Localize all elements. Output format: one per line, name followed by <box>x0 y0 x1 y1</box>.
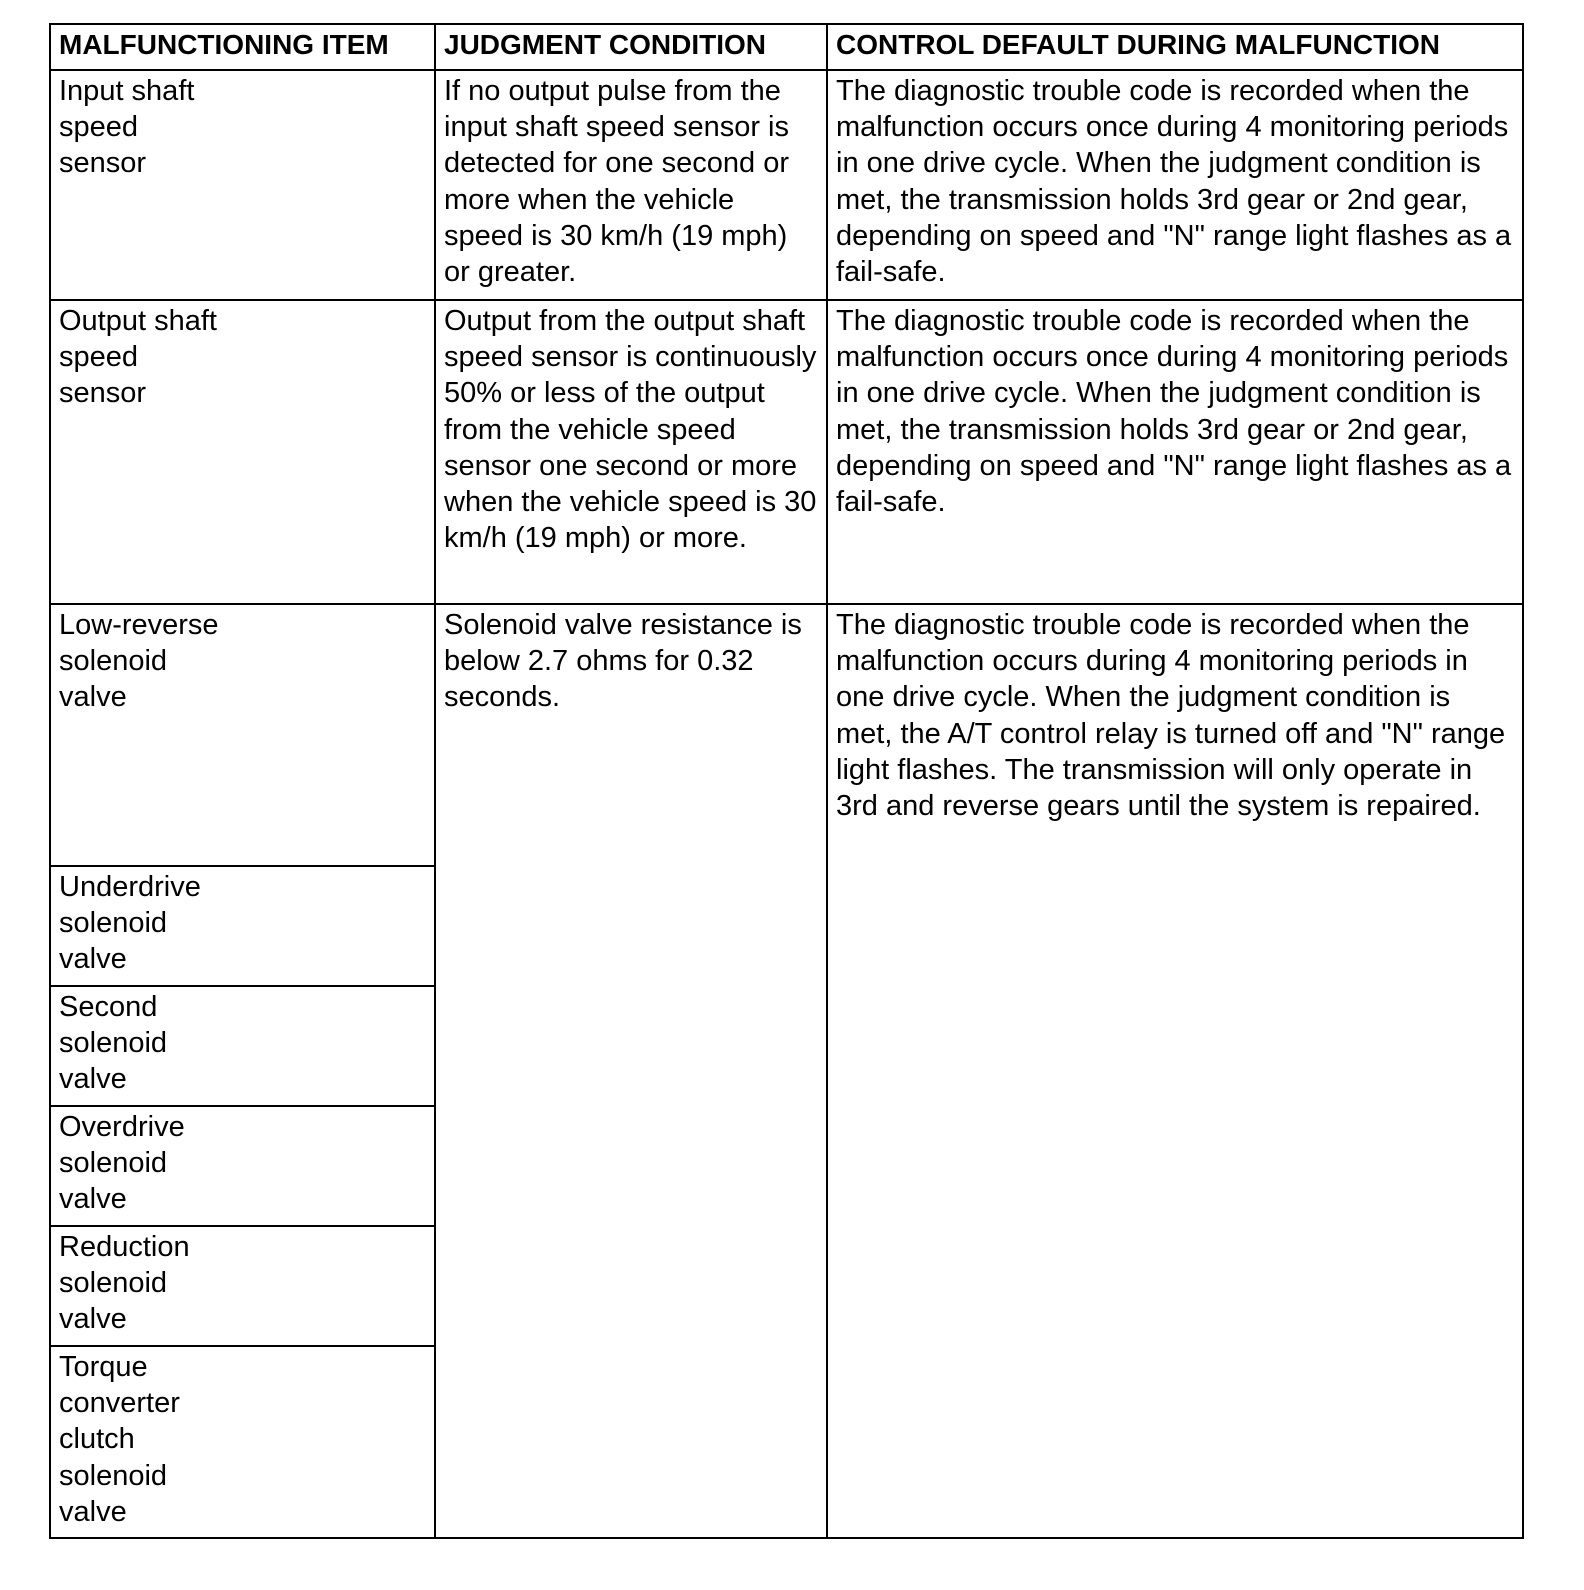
item-cell: Input shaft speed sensor <box>50 70 435 300</box>
solenoid-control-cell: The diagnostic trouble code is recorded when the malfunction occurs during 4 monitoring periods in one drive cycle. When the judgment condition is met, the A/T control relay is turned off and "N" range light flashes. The transmission will only operate in 3rd and reverse gears until the system is repaired. <box>827 604 1523 1538</box>
item-cell: Low-reverse solenoid valve <box>50 604 435 866</box>
header-malfunctioning-item: MALFUNCTIONING ITEM <box>50 24 435 70</box>
malfunction-table <box>49 23 1524 1539</box>
item-cell: Second solenoid valve <box>50 986 435 1106</box>
item-cell: Overdrive solenoid valve <box>50 1106 435 1226</box>
condition-cell: Output from the output shaft speed sensor is continuously 50% or less of the output from the vehicle speed sensor one second or more when the vehicle speed is 30 km/h (19 mph) or more. <box>435 300 827 604</box>
table-row <box>50 70 1523 300</box>
item-cell: Reduction solenoid valve <box>50 1226 435 1346</box>
solenoid-condition-cell: Solenoid valve resistance is below 2.7 ohms for 0.32 seconds. <box>435 604 827 1538</box>
header-judgment-condition: JUDGMENT CONDITION <box>435 24 827 70</box>
header-row <box>50 24 1523 70</box>
item-cell: Output shaft speed sensor <box>50 300 435 604</box>
condition-cell: If no output pulse from the input shaft speed sensor is detected for one second or more when the vehicle speed is 30 km/h (19 mph) or greater. <box>435 70 827 300</box>
table-row <box>50 300 1523 604</box>
header-control-default: CONTROL DEFAULT DURING MALFUNCTION <box>827 24 1523 70</box>
item-cell: Underdrive solenoid valve <box>50 866 435 986</box>
control-cell: The diagnostic trouble code is recorded when the malfunction occurs once during 4 monitoring periods in one drive cycle. When the judgment condition is met, the transmission holds 3rd gear or 2nd gear, depending on speed and "N" range light flashes as a fail-safe. <box>827 70 1523 300</box>
control-cell: The diagnostic trouble code is recorded when the malfunction occurs once during 4 monitoring periods in one drive cycle. When the judgment condition is met, the transmission holds 3rd gear or 2nd gear, depending on speed and "N" range light flashes as a fail-safe. <box>827 300 1523 604</box>
item-cell: Torque converter clutch solenoid valve <box>50 1346 435 1538</box>
table-row <box>50 604 1523 866</box>
